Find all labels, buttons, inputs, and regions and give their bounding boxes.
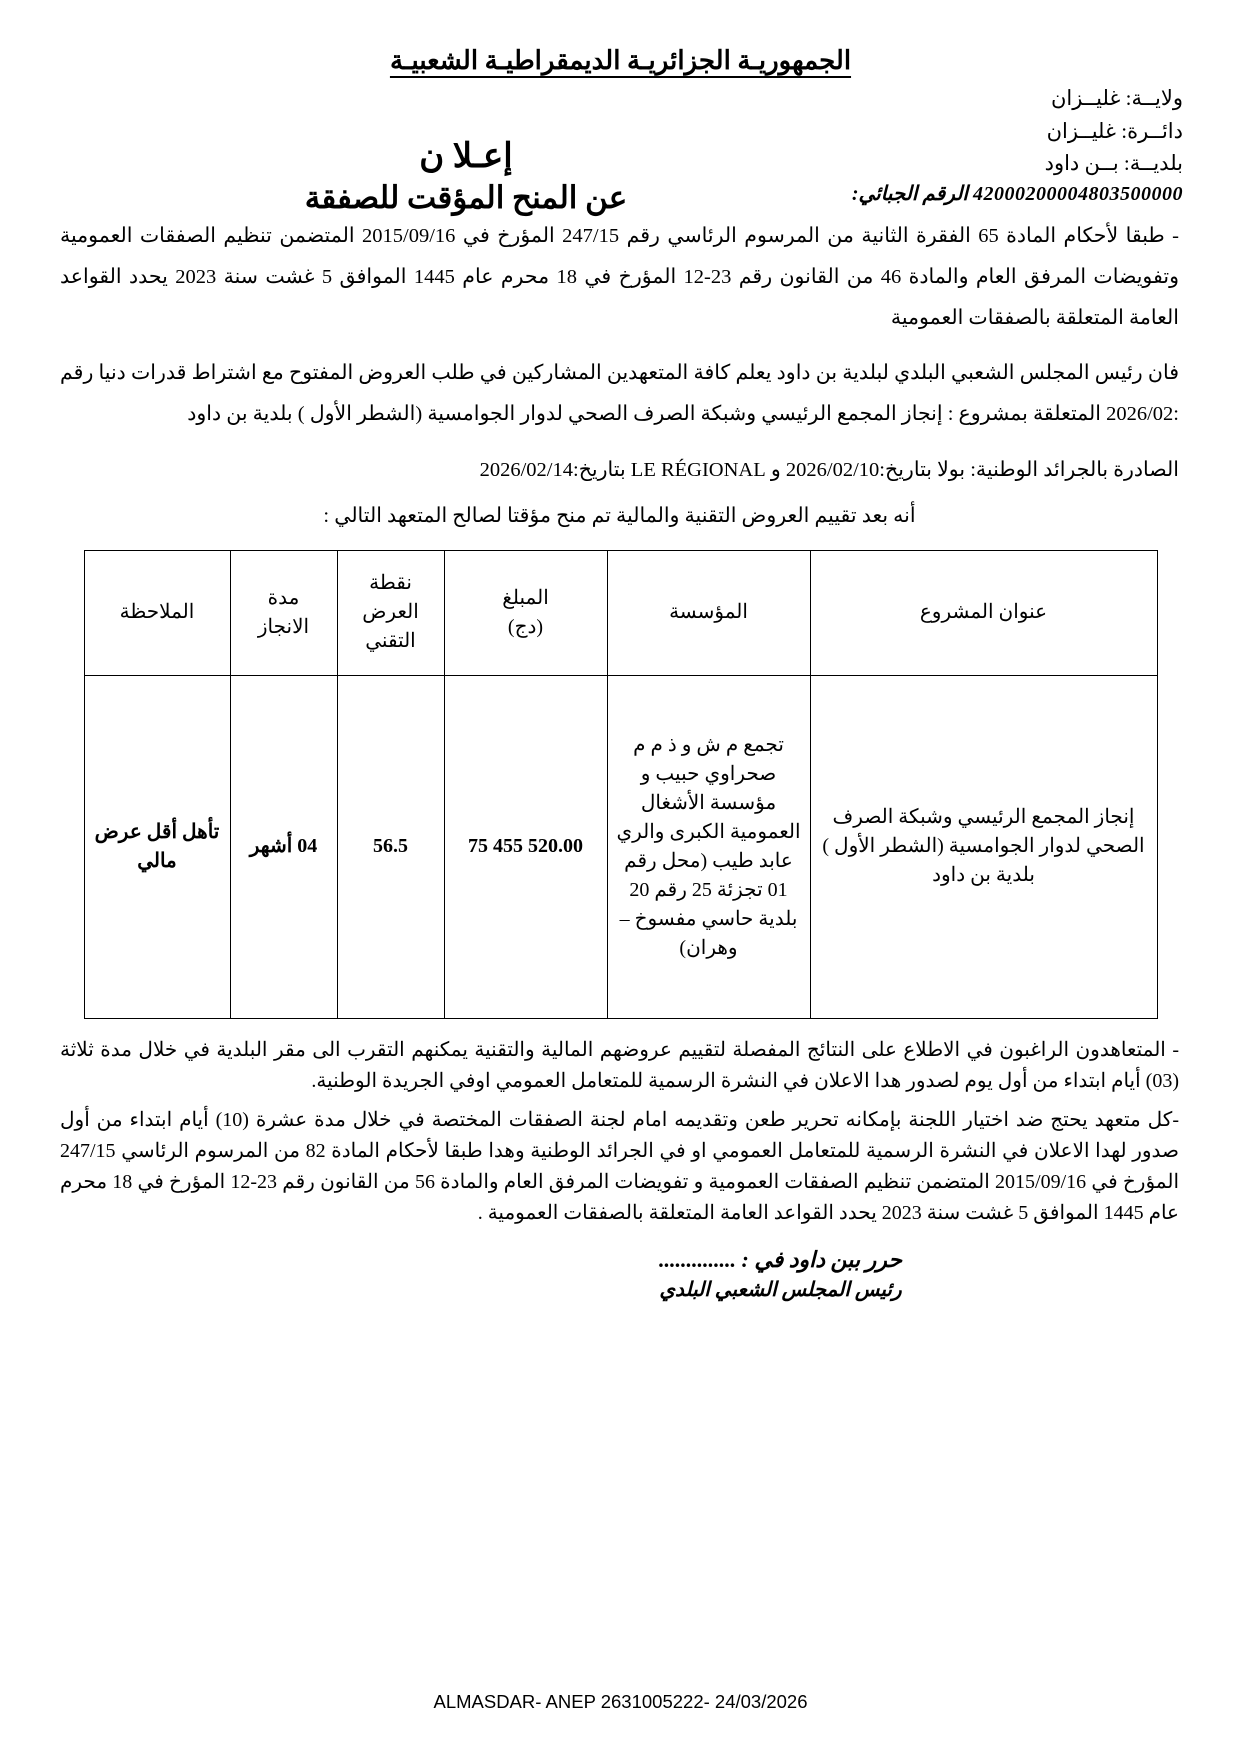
paragraph-announcement: فان رئيس المجلس الشعبي البلدي لبلدية بن داود يعلم كافة المتعهدين المشاركين في طلب العروض المفتوح مع اشتراط قدرات دنيا رقم :2026/02 المتعلقة بمشروع : إنجاز المجمع الرئيسي وشبكة الصرف الصحي لدوار الجوامسية (الشطر الأول ) بلدية بن داود <box>60 362 1179 425</box>
announcement-title-block <box>251 136 681 216</box>
cell-technical-points-value: 56.5 <box>337 675 444 1018</box>
body-text-section <box>0 216 1241 536</box>
daira-line: دائــرة: غليــزان <box>1046 118 1183 143</box>
paragraph-result-intro: أنه بعد تقييم العروض التقنية والمالية تم منح مؤقتا لصالح المتعهد التالي : <box>323 504 916 527</box>
signature-inner <box>659 1247 902 1302</box>
column-header-points-line3: التقني <box>365 630 416 653</box>
column-header-delay <box>230 550 337 675</box>
paragraph-legal-basis: - طبقا لأحكام المادة 65 الفقرة الثانية من المرسوم الرئاسي رقم 247/15 المؤرخ في 2015/09/16 المتضمن تنظيم الصفقات العمومية وتفويضات المرفق العام والمادة 46 من القانون رقم 23-12 المؤرخ في 18 محرم عام 1445 الموافق 5 غشت سنة 2023 يحدد القواعد العامة المتعلقة بالصفقات العمومية <box>60 225 1180 329</box>
award-table-body <box>84 675 1157 1018</box>
header-row <box>0 82 1241 215</box>
column-header-points-line2: العرض <box>362 601 419 624</box>
signature-block <box>0 1247 1241 1302</box>
note-consultation: - المتعاهدون الراغبون في الاطلاع على النتائج المفصلة لتقييم عروضهم المالية والتقنية يمكنهم التقرب الى مقر البلدية في خلال مدة ثلاثة (03) أيام ابتداء من أول يوم لصدور هدا الاعلان في النشرة الرسمية للمتعامل العمومي اوفي الجريدة الوطنية. <box>60 1038 1179 1092</box>
notes-section <box>0 1019 1241 1229</box>
table-header-row <box>84 550 1157 675</box>
fiscal-number-label: الرقم الجبائي: <box>851 183 968 205</box>
column-header-amount <box>444 550 607 675</box>
column-header-company: المؤسسة <box>607 550 810 675</box>
document-footer: ALMASDAR- ANEP 2631005222- 24/03/2026 <box>433 1691 808 1712</box>
administrative-block <box>1045 82 1183 180</box>
column-header-remark: الملاحظة <box>84 550 230 675</box>
column-header-points-line1: نقطة <box>369 572 412 595</box>
signature-place-date: حرر ببن داود في : .............. <box>659 1246 902 1272</box>
cell-remark-value: تأهل أقل عرض مالي <box>84 675 230 1018</box>
column-header-technical-points <box>337 550 444 675</box>
column-header-amount-line1: المبلغ <box>502 586 549 609</box>
fiscal-number-line <box>852 181 1183 206</box>
cell-delay-value: 04 أشهر <box>230 675 337 1018</box>
republic-heading: الجمهوريـة الجزائريـة الديمقراطيـة الشعبيـة <box>389 46 852 75</box>
cell-project-title: إنجاز المجمع الرئيسي وشبكة الصرف الصحي لدوار الجوامسية (الشطر الأول ) بلدية بن داود <box>810 675 1157 1018</box>
paragraph-journals: الصادرة بالجرائد الوطنية: بولا بتاريخ:2026/02/10 و LE RÉGIONAL بتاريخ:2026/02/14 <box>479 459 1179 481</box>
signature-title: رئيس المجلس الشعبي البلدي <box>659 1278 902 1301</box>
baladia-line: بلديــة: بــن داود <box>1044 151 1183 176</box>
award-table-head <box>84 550 1157 675</box>
page-title: إعـلا ن <box>419 138 513 175</box>
note-appeal: -كل متعهد يحتج ضد اختيار اللجنة بإمكانه تحرير طعن وتقديمه امام لجنة الصفقات المختصة في خلال مدة عشرة (10) أيام ابتداء من أول صدور لهدا الاعلان في النشرة الرسمية للمتعامل العمومي او في الجرائد الوطنية وهدا طبقا لأحكام المادة 82 من المرسوم الرئاسي 247/15 المؤرخ في 2015/09/16 المتضمن تنظيم الصفقات العمومية و تفويضات المرفق العام والمادة 56 من القانون رقم 23-12 المؤرخ في 18 محرم عام 1445 الموافق 5 غشت سنة 2023 يحدد القواعد العامة المتعلقة بالصفقات العمومية . <box>60 1108 1180 1224</box>
cell-amount-value: 75 455 520.00 <box>444 675 607 1018</box>
column-header-project: عنوان المشروع <box>810 550 1157 675</box>
column-header-amount-line2: (دج) <box>507 615 544 638</box>
wilaya-line: ولايــة: غليــزان <box>1050 86 1183 110</box>
fiscal-number-value: 42000200004803500000 <box>973 183 1183 205</box>
award-table <box>84 550 1158 1019</box>
column-header-delay-line2: الانجاز <box>257 615 310 638</box>
cell-company-name: تجمع م ش و ذ م م صحراوي حبيب و مؤسسة الأشغال العمومية الكبرى والري عابد طيب (محل رقم 01 تجزئة 25 رقم 20 بلدية حاسي مفسوخ – وهران) <box>607 675 810 1018</box>
table-row <box>84 675 1157 1018</box>
column-header-delay-line1: مدة <box>267 586 300 609</box>
page-subtitle: عن المنح المؤقت للصفقة <box>304 180 628 215</box>
